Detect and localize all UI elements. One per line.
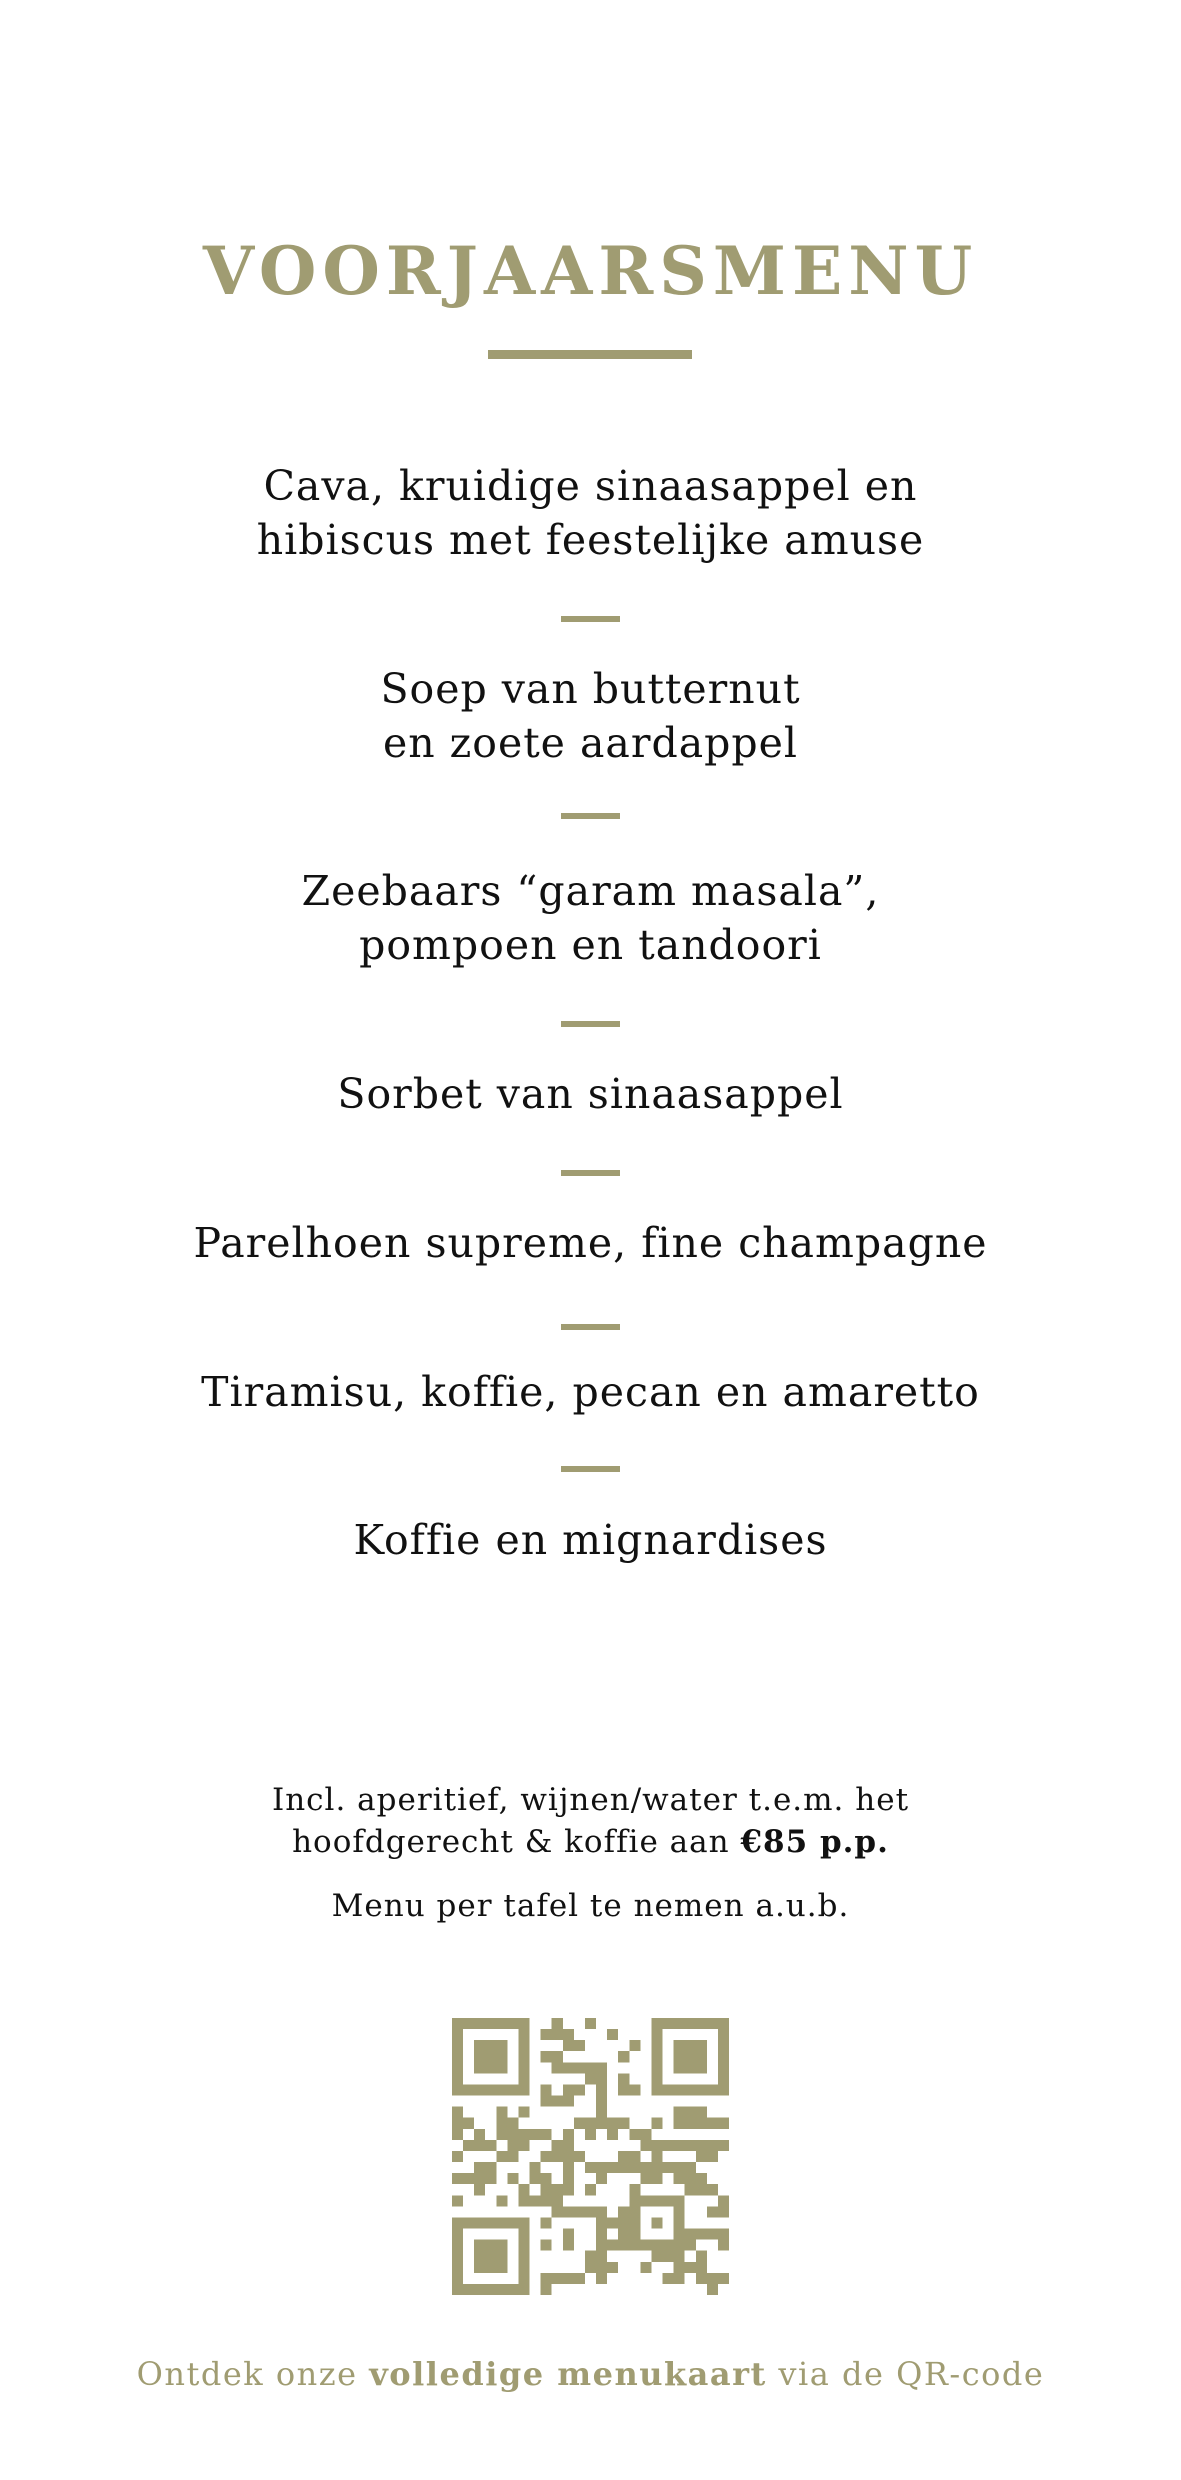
qr-code-icon[interactable]: [452, 2018, 729, 2295]
per-table-note: Menu per tafel te nemen a.u.b.: [331, 1888, 850, 1924]
course-5-line-1: Parelhoen supreme, fine champagne: [193, 1219, 988, 1267]
price-info-line-2: hoofdgerecht & koffie aan: [292, 1824, 741, 1860]
course-7-line-1: Koffie en mignardises: [353, 1516, 828, 1564]
footer-bold: volledige menukaart: [369, 2355, 767, 2393]
course-2: [0, 662, 1181, 770]
course-separator: [561, 1466, 620, 1472]
footer-suffix: via de QR-code: [766, 2355, 1045, 2393]
course-3: [0, 864, 1181, 972]
price-value: €85 p.p.: [740, 1824, 889, 1860]
course-separator: [561, 1324, 620, 1330]
footer-prefix: Ontdek onze: [136, 2355, 370, 2393]
course-separator: [561, 1021, 620, 1027]
course-separator: [561, 1170, 620, 1176]
price-info-line-1: Incl. aperitief, wijnen/water t.e.m. het: [271, 1782, 910, 1818]
course-5: [0, 1216, 1181, 1270]
course-2-line-2: en zoete aardappel: [382, 719, 799, 767]
course-3-line-1: Zeebaars “garam masala”,: [301, 867, 880, 915]
footer-note: [0, 2354, 1181, 2394]
course-1: [0, 459, 1181, 567]
course-4-line-1: Sorbet van sinaasappel: [337, 1070, 844, 1118]
menu-title: VOORJAARSMENU: [202, 232, 979, 310]
course-6-line-1: Tiramisu, koffie, pecan en amaretto: [201, 1368, 980, 1416]
course-1-line-2: hibiscus met feestelijke amuse: [256, 516, 925, 564]
course-separator: [561, 616, 620, 622]
course-7: [0, 1513, 1181, 1567]
price-info: [0, 1779, 1181, 1863]
course-3-line-2: pompoen en tandoori: [359, 921, 822, 969]
course-6: [0, 1365, 1181, 1419]
course-2-line-1: Soep van butternut: [380, 665, 801, 713]
course-4: [0, 1067, 1181, 1121]
title-underline: [488, 350, 692, 359]
course-separator: [561, 813, 620, 819]
course-1-line-1: Cava, kruidige sinaasappel en: [263, 462, 918, 510]
